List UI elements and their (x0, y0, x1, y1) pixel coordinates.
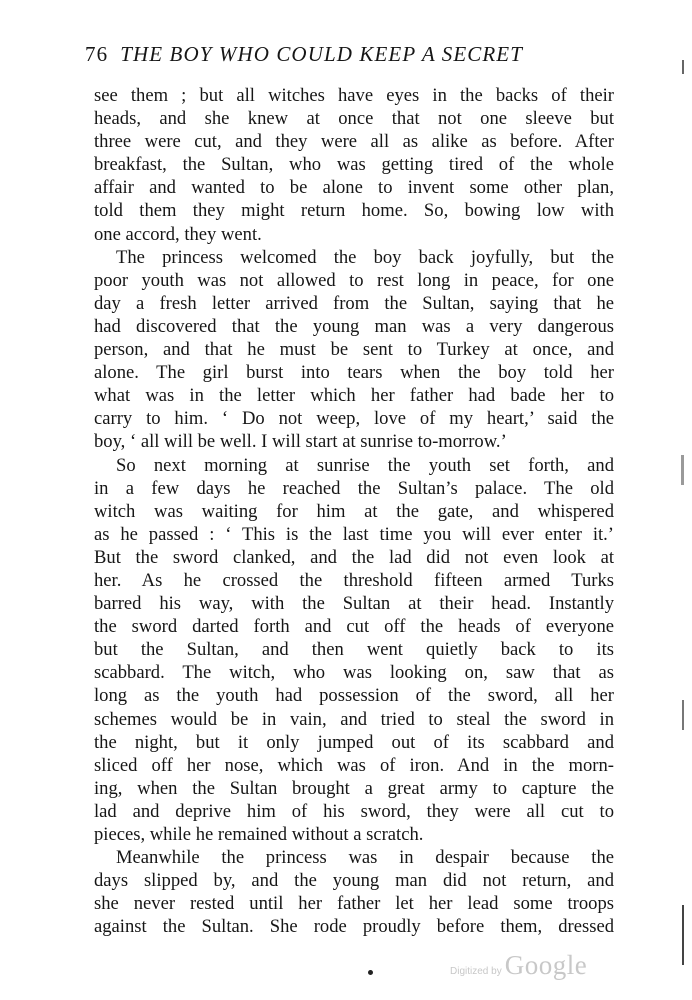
paragraph-start-line: Meanwhile the princess was in despair because the (116, 847, 614, 869)
text-line: day a fresh letter arrived from the Sultan, saying that he (94, 292, 614, 314)
scan-edge-mark (682, 60, 684, 74)
text-line: boy, ‘ all will be well. I will start at sunrise to-morrow.’ (94, 431, 507, 453)
text-line: one accord, they went. (94, 223, 262, 245)
google-watermark (450, 950, 587, 981)
text-line: schemes would be in vain, and tried to steal the sword in (94, 708, 614, 730)
text-line: her. As he crossed the threshold fifteen armed Turks (94, 569, 614, 591)
scan-edge-mark (682, 700, 684, 730)
text-line: see them ; but all witches have eyes in the backs of their (94, 85, 614, 106)
text-line: barred his way, with the Sultan at their head. Instantly (94, 593, 614, 615)
printer-dot (368, 970, 373, 975)
page-number: 76 (85, 42, 109, 66)
scan-edge-mark (682, 905, 684, 965)
google-logo: Google (504, 950, 588, 980)
text-line: what was in the letter which her father had bade her to (94, 385, 614, 407)
text-line: she never rested until her father let her lead some troops (94, 893, 614, 915)
text-line: affair and wanted to be alone to invent some other plan, (94, 177, 614, 199)
text-line: sliced off her nose, which was of iron. And in the morn- (94, 754, 614, 776)
text-line: against the Sultan. She rode proudly before them, dressed (94, 916, 614, 938)
text-line: pieces, while he remained without a scratch. (94, 824, 424, 845)
text-line: the night, but it only jumped out of its scabbard and (94, 731, 614, 753)
text-line: But the sword clanked, and the lad did not even look at (94, 546, 614, 568)
text-line: scabbard. The witch, who was looking on, saw that as (94, 662, 614, 684)
page-header (85, 42, 585, 67)
text-line: but the Sultan, and then went quietly back to its (94, 639, 614, 661)
text-line: breakfast, the Sultan, who was getting tired of the whole (94, 154, 614, 176)
scan-edge-mark (681, 455, 684, 485)
text-line: heads, and she knew at once that not one sleeve but (94, 108, 614, 130)
running-title: THE BOY WHO COULD KEEP A SECRET (120, 42, 524, 66)
text-line: witch was waiting for him at the gate, and whispered (94, 500, 614, 522)
text-line: alone. The girl burst into tears when the boy told her (94, 362, 614, 384)
text-line: days slipped by, and the young man did not return, and (94, 870, 614, 892)
text-line: three were cut, and they were all as alike as before. After (94, 131, 614, 153)
watermark-prefix: Digitized by (450, 966, 502, 977)
text-line: told them they might return home. So, bowing low with (94, 200, 614, 222)
paragraph-start-line: So next morning at sunrise the youth set forth, and (116, 454, 614, 476)
text-line: the sword darted forth and cut off the heads of everyone (94, 616, 614, 638)
body-text (94, 84, 614, 938)
text-line: long as the youth had possession of the sword, all her (94, 685, 614, 707)
text-line: poor youth was not allowed to rest long in peace, for one (94, 269, 614, 291)
text-line: in a few days he reached the Sultan’s palace. The old (94, 477, 614, 499)
text-line: lad and deprive him of his sword, they were all cut to (94, 800, 614, 822)
text-line: ing, when the Sultan brought a great army to capture the (94, 777, 614, 799)
text-line: person, and that he must be sent to Turkey at once, and (94, 339, 614, 361)
text-line: carry to him. ‘ Do not weep, love of my heart,’ said the (94, 408, 614, 430)
paragraph-start-line: The princess welcomed the boy back joyfully, but the (116, 246, 614, 268)
text-line: had discovered that the young man was a very dangerous (94, 315, 614, 337)
text-line: as he passed : ‘ This is the last time you will ever enter it.’ (94, 523, 614, 545)
